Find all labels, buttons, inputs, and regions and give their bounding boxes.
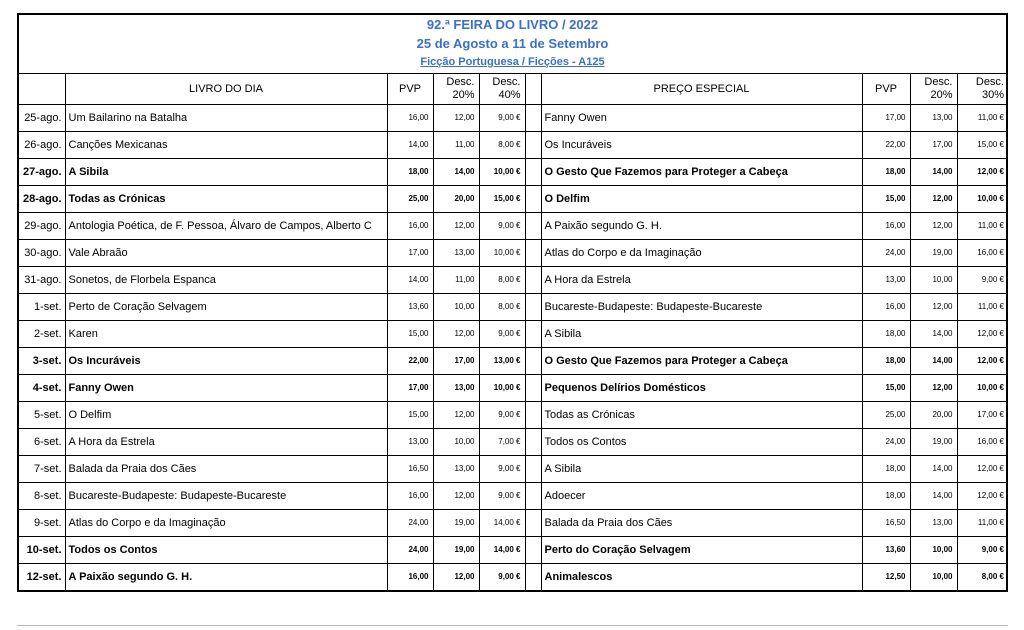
table-header-row [19,74,1008,104]
right-desc1: 14,00 [910,320,957,347]
livro-do-dia-title: Perto de Coração Selvagem [65,293,387,320]
left-desc1: 12,00 [433,104,479,131]
livro-do-dia-title: Karen [65,320,387,347]
column-separator [525,239,541,266]
livro-do-dia-title: A Sibila [65,158,387,185]
preco-especial-title: Adoecer [541,482,862,509]
table-row [19,266,1008,293]
right-pvp: 24,00 [862,239,910,266]
right-pvp-header: PVP [862,74,910,104]
livro-do-dia-title: Sonetos, de Florbela Espanca [65,266,387,293]
date-cell: 3-set. [19,347,65,374]
livro-do-dia-title: A Paixão segundo G. H. [65,563,387,590]
table-row [19,374,1008,401]
livro-do-dia-title: Os Incuráveis [65,347,387,374]
left-pvp: 17,00 [387,239,433,266]
right-pvp: 18,00 [862,455,910,482]
left-pvp: 14,00 [387,266,433,293]
right-desc2: 9,00 € [957,536,1008,563]
date-cell: 27-ago. [19,158,65,185]
date-cell: 2-set. [19,320,65,347]
column-separator [525,536,541,563]
preco-especial-title: Todos os Contos [541,428,862,455]
right-desc2: 17,00 € [957,401,1008,428]
right-pvp: 18,00 [862,320,910,347]
left-pvp: 24,00 [387,509,433,536]
right-desc2: 12,00 € [957,455,1008,482]
right-desc2: 12,00 € [957,347,1008,374]
left-desc1-header: Desc. 20% [433,74,479,104]
right-desc2: 8,00 € [981,572,1004,582]
left-desc1: 12,00 [433,320,479,347]
column-separator [525,401,541,428]
left-desc2: 8,00 € [479,131,525,158]
date-cell: 4-set. [19,374,65,401]
date-cell: 28-ago. [19,185,65,212]
livro-do-dia-header: LIVRO DO DIA [65,74,387,104]
left-desc1: 10,00 [433,293,479,320]
left-pvp: 16,50 [387,455,433,482]
table-row [19,131,1008,158]
right-desc1: 17,00 [910,131,957,158]
left-pvp: 25,00 [387,185,433,212]
date-cell: 26-ago. [19,131,65,158]
livro-do-dia-title: Vale Abraão [65,239,387,266]
left-pvp: 13,60 [387,293,433,320]
left-desc2: 8,00 € [479,266,525,293]
right-desc2: 10,00 € [957,374,1008,401]
right-desc2: 11,00 € [957,293,1008,320]
livro-do-dia-title: A Hora da Estrela [65,428,387,455]
livro-do-dia-title: Bucareste-Budapeste: Budapeste-Bucareste [65,482,387,509]
column-separator [525,563,541,590]
right-pvp: 15,00 [862,374,910,401]
right-desc1: 13,00 [910,104,957,131]
preco-especial-title: Todas as Crónicas [541,401,862,428]
left-pvp: 16,00 [387,212,433,239]
right-desc1: 14,00 [910,347,957,374]
table-row [19,482,1008,509]
date-cell: 29-ago. [19,212,65,239]
left-desc2: 15,00 € [479,185,525,212]
livro-do-dia-title: O Delfim [65,401,387,428]
livro-do-dia-title: Fanny Owen [65,374,387,401]
right-desc1: 14,00 [910,482,957,509]
table-row [19,239,1008,266]
right-desc2: 15,00 € [957,131,1008,158]
category-subtitle: Ficção Portuguesa / Ficções - A125 [420,56,605,68]
table-row [19,536,1008,563]
left-pvp: 16,00 [387,104,433,131]
price-sheet [17,13,1008,592]
preco-especial-header: PREÇO ESPECIAL [541,74,862,104]
right-desc1: 12,00 [910,293,957,320]
table-row [19,104,1008,131]
column-separator [525,131,541,158]
column-separator [525,212,541,239]
date-cell: 6-set. [19,428,65,455]
left-desc2: 9,00 € [479,212,525,239]
preco-especial-title: O Gesto Que Fazemos para Proteger a Cabeça [541,158,862,185]
livro-do-dia-title: Todos os Contos [65,536,387,563]
table-row [19,185,1008,212]
column-separator [525,320,541,347]
left-desc1: 12,00 [433,212,479,239]
fair-dates: 25 de Agosto a 11 de Setembro [416,36,609,51]
right-pvp: 18,00 [862,347,910,374]
column-separator [525,509,541,536]
left-desc1: 10,00 [433,428,479,455]
right-desc2: 11,00 € [957,509,1008,536]
preco-especial-title: Balada da Praia dos Cães [541,509,862,536]
column-separator [525,185,541,212]
right-pvp: 16,00 [862,212,910,239]
date-cell: 8-set. [19,482,65,509]
table-row [19,320,1008,347]
right-pvp: 18,00 [862,482,910,509]
left-pvp-header: PVP [387,74,433,104]
preco-especial-title: A Hora da Estrela [541,266,862,293]
table-row [19,455,1008,482]
left-pvp: 16,00 [387,482,433,509]
left-desc2: 13,00 € [479,347,525,374]
column-separator [525,104,541,131]
preco-especial-title: Bucareste-Budapeste: Budapeste-Bucareste [541,293,862,320]
right-pvp: 16,00 [862,293,910,320]
right-desc2: 9,00 € [957,266,1008,293]
right-desc1: 12,00 [910,185,957,212]
column-separator [525,428,541,455]
right-desc2: 16,00 € [957,239,1008,266]
left-desc2: 14,00 € [479,509,525,536]
right-pvp: 15,00 [862,185,910,212]
right-desc2: 12,00 € [957,320,1008,347]
left-desc1: 19,00 [433,536,479,563]
left-desc2: 9,00 € [479,455,525,482]
left-desc1: 17,00 [433,347,479,374]
right-pvp: 22,00 [862,131,910,158]
left-pvp: 14,00 [387,131,433,158]
date-cell: 30-ago. [19,239,65,266]
preco-especial-title: Perto do Coração Selvagem [541,536,862,563]
right-desc1: 19,00 [910,428,957,455]
left-desc2: 10,00 € [479,158,525,185]
left-pvp: 16,00 [387,563,433,590]
fair-title: 92.ª FEIRA DO LIVRO / 2022 [426,17,599,32]
column-separator [525,74,541,104]
left-desc2: 8,00 € [479,293,525,320]
left-desc2: 9,00 € [479,401,525,428]
left-desc2: 7,00 € [479,428,525,455]
right-desc1: 10,00 [910,536,957,563]
right-desc1: 14,00 [910,455,957,482]
left-desc2: 9,00 € [479,482,525,509]
right-desc2: 12,00 € [957,482,1008,509]
right-desc1: 12,00 [910,212,957,239]
date-cell: 1-set. [19,293,65,320]
right-desc1: 10,00 [910,563,957,590]
table-row [19,158,1008,185]
livro-do-dia-title: Antologia Poética, de F. Pessoa, Álvaro de Campos, Alberto C [65,212,387,239]
left-desc1: 13,00 [433,455,479,482]
left-desc1: 12,00 [433,482,479,509]
preco-especial-title: A Sibila [541,455,862,482]
livro-do-dia-title: Atlas do Corpo e da Imaginação [65,509,387,536]
left-desc1: 14,00 [433,158,479,185]
right-pvp: 13,00 [862,266,910,293]
livro-do-dia-title: Balada da Praia dos Cães [65,455,387,482]
column-separator [525,455,541,482]
right-desc1: 10,00 [910,266,957,293]
left-pvp: 22,00 [387,347,433,374]
date-header [19,74,65,104]
date-cell: 7-set. [19,455,65,482]
preco-especial-title: A Sibila [541,320,862,347]
left-desc1: 12,00 [433,401,479,428]
right-desc1: 19,00 [910,239,957,266]
right-desc1: 12,00 [910,374,957,401]
price-table [19,74,1008,590]
column-separator [525,374,541,401]
column-separator [525,158,541,185]
preco-especial-title: Atlas do Corpo e da Imaginação [541,239,862,266]
table-row [19,401,1008,428]
right-desc1: 13,00 [910,509,957,536]
preco-especial-title: Pequenos Delírios Domésticos [541,374,862,401]
right-desc1-header: Desc. 20% [910,74,957,104]
table-row [19,212,1008,239]
right-pvp: 16,50 [862,509,910,536]
date-cell: 9-set. [19,509,65,536]
left-desc1: 20,00 [433,185,479,212]
left-desc1: 11,00 [433,131,479,158]
left-pvp: 18,00 [387,158,433,185]
left-desc1: 12,00 [433,563,479,590]
date-cell: 10-set. [19,536,65,563]
bottom-rule [17,625,1008,626]
date-cell: 12-set. [19,563,65,590]
right-pvp: 12,50 [862,563,910,590]
right-desc2: 12,00 € [957,158,1008,185]
livro-do-dia-title: Um Bailarino na Batalha [65,104,387,131]
date-cell: 31-ago. [19,266,65,293]
title-block [19,15,1006,74]
left-pvp: 17,00 [387,374,433,401]
left-desc1: 13,00 [433,374,479,401]
right-pvp: 18,00 [862,158,910,185]
preco-especial-title: A Paixão segundo G. H. [541,212,862,239]
livro-do-dia-title: Canções Mexicanas [65,131,387,158]
right-pvp: 17,00 [862,104,910,131]
preco-especial-title: Animalescos [541,563,862,590]
right-desc1: 20,00 [910,401,957,428]
right-pvp: 13,60 [862,536,910,563]
table-row [19,563,1008,590]
column-separator [525,266,541,293]
table-row [19,347,1008,374]
column-separator [525,347,541,374]
preco-especial-title: Fanny Owen [541,104,862,131]
date-cell: 25-ago. [19,104,65,131]
table-row [19,509,1008,536]
left-desc1: 19,00 [433,509,479,536]
column-separator [525,482,541,509]
left-pvp: 15,00 [387,320,433,347]
left-pvp: 15,00 [387,401,433,428]
left-desc2: 9,00 € [479,320,525,347]
left-desc2: 14,00 € [479,536,525,563]
left-desc2: 10,00 € [479,239,525,266]
right-desc2: 10,00 € [957,185,1008,212]
table-row [19,293,1008,320]
right-desc2-header: Desc. 30% [957,74,1008,104]
left-desc1: 13,00 [433,239,479,266]
left-desc2-header: Desc. 40% [479,74,525,104]
livro-do-dia-title: Todas as Crónicas [65,185,387,212]
left-desc2: 9,00 € [479,104,525,131]
date-cell: 5-set. [19,401,65,428]
right-desc1: 14,00 [910,158,957,185]
preco-especial-title: O Delfim [541,185,862,212]
right-desc2: 11,00 € [957,212,1008,239]
right-pvp: 25,00 [862,401,910,428]
preco-especial-title: O Gesto Que Fazemos para Proteger a Cabeça [541,347,862,374]
left-desc2: 9,00 € [479,563,525,590]
right-desc2: 11,00 € [957,104,1008,131]
left-desc2: 10,00 € [479,374,525,401]
left-desc1: 11,00 [433,266,479,293]
left-pvp: 13,00 [387,428,433,455]
left-pvp: 24,00 [387,536,433,563]
right-pvp: 24,00 [862,428,910,455]
table-row [19,428,1008,455]
preco-especial-title: Os Incuráveis [541,131,862,158]
right-desc2: 16,00 € [957,428,1008,455]
column-separator [525,293,541,320]
